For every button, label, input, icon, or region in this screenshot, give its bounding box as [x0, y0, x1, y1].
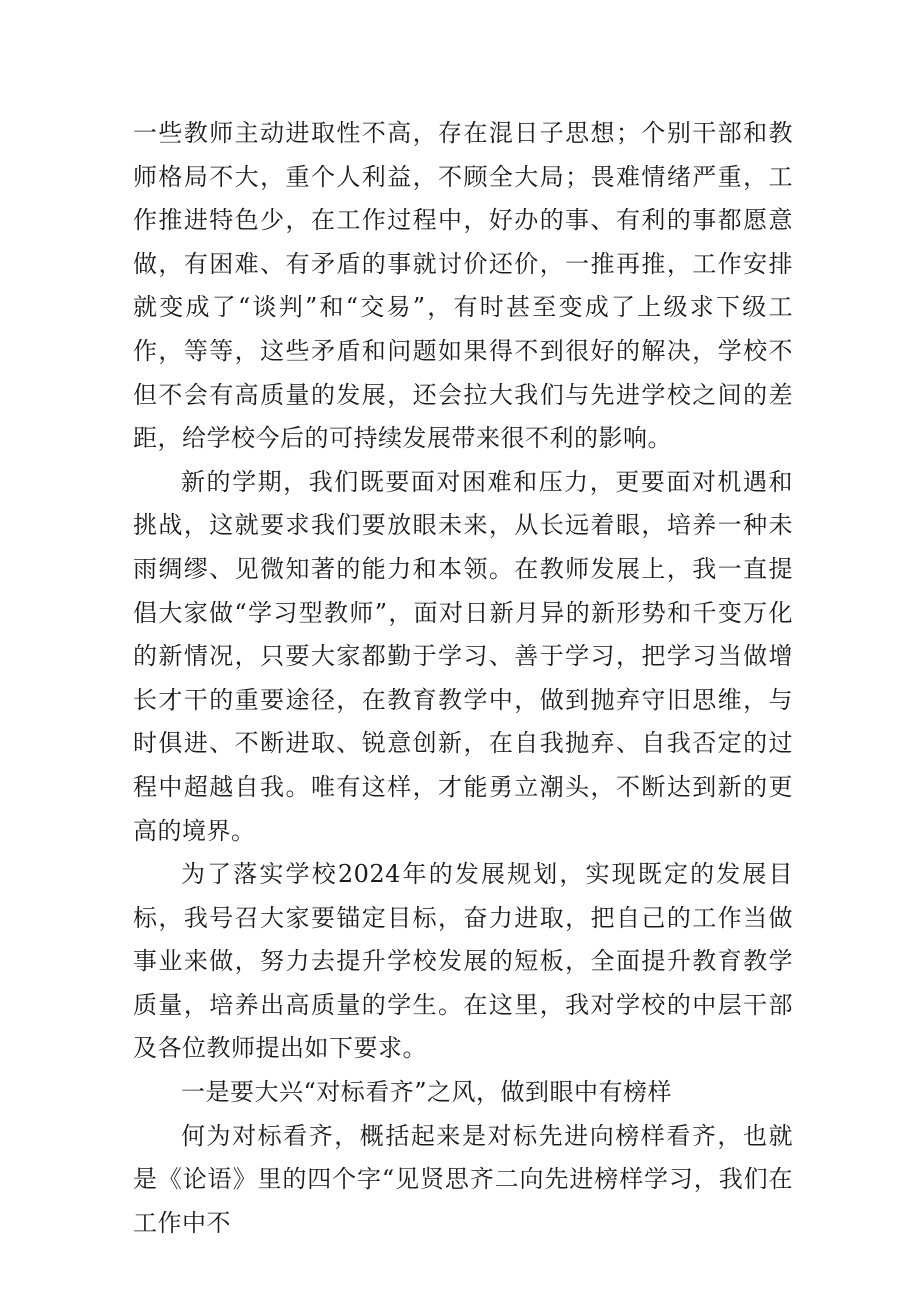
section-heading: 一是要大兴“对标看齐”之风，做到眼中有榜样	[181, 1078, 673, 1107]
paragraph-development-plan: 为了落实学校2024年的发展规划，实现既定的发展目标，我号召大家要锚定目标，奋力进取，把自己的工作当做事业来做，努力去提升学校发展的短板，全面提升教育教学质量，培养出高质量的学生。在这里，我对学校的中层干部及各位教师提出如下要求。	[133, 860, 793, 1063]
paragraph-new-semester: 新的学期，我们既要面对困难和压力，更要面对机遇和挑战，这就要求我们要放眼未来，从长远着眼，培养一种未雨绸缪、见微知著的能力和本领。在教师发展上，我一直提倡大家做“学习型教师”，面对日新月异的新形势和千变万化的新情况，只要大家都勤于学习、善于学习，把学习当做增长才干的重要途径，在教育教学中，做到抛弃守旧思维，与时俱进、不断进取、锐意创新，在自我抛弃、自我否定的过程中超越自我。唯有这样，才能勇立潮头，不断达到新的更高的境界。	[133, 467, 793, 845]
document-body	[133, 112, 793, 1245]
paragraph-continuation: 一些教师主动进取性不高，存在混日子思想；个别干部和教师格局不大，重个人利益，不顾全大局；畏难情绪严重，工作推进特色少，在工作过程中，好办的事、有利的事都愿意做，有困难、有矛盾的事就讨价还价，一推再推，工作安排就变成了“谈判”和“交易”，有时甚至变成了上级求下级工作，等等，这些矛盾和问题如果得不到很好的解决，学校不但不会有高质量的发展，还会拉大我们与先进学校之间的差距，给学校今后的可持续发展带来很不利的影响。	[133, 119, 793, 453]
paragraph-benchmarking: 何为对标看齐，概括起来是对标先进向榜样看齐，也就是《论语》里的四个字“见贤思齐二向先进榜样学习，我们在工作中不	[133, 1121, 793, 1237]
